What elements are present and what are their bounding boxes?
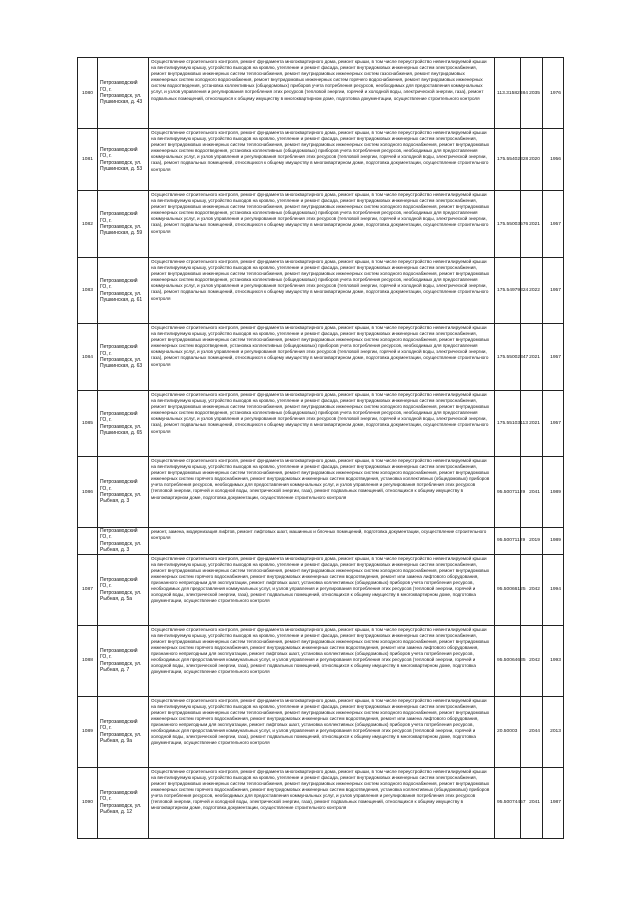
row-works: Осуществление строительного контроля, ремонт фундамента многоквартирного дома, ремонт крыши, в том числе переустройство невентилируемой крыши на вентилируемую крышу, устройство выходов на кровлю, утепление и ремонт фасада, ремонт внутридомовых инженерных систем электроснабжения, ремонт внутридомовых инженерных систем теплоснабжения, ремонт внутридомовых инженерных систем холодного водоснабжения, ремонт внутридомовых инженерных систем водоотведения, установка коллективных (общедомовых) приборов учета потребления ресурсов, необходимых для предоставления коммунальных услуг, и узлов управления и регулирования потребления этих ресурсов (тепловой энергии, горячей и холодной воды, электрической энергии, газа), ремонт подвальных помещений, относящихся к общему имуществу в многоквартирном доме, подготовка документации, осуществление строительного контроля — [149, 258, 495, 324]
row-cost: 113.31582884 — [495, 58, 521, 129]
row-address: Петрозаводский ГО, г. Петрозаводск, ул. Рыбная, д. 9а — [98, 696, 149, 767]
row-address: Петрозаводский ГО, г. Петрозаводск, ул. Рыбная, д. 3 — [98, 457, 149, 528]
table-row — [78, 767, 564, 838]
row-works: Осуществление строительного контроля, ремонт фундамента многоквартирного дома, ремонт крыши, в том числе переустройство невентилируемой крыши на вентилируемую крышу, устройство выходов на кровлю, утепление и ремонт фасада, ремонт внутридомовых инженерных систем электроснабжения, ремонт внутридомовых инженерных систем теплоснабжения, ремонт внутридомовых инженерных систем холодного водоснабжения, ремонт внутридомовых инженерных систем горячего водоснабжения, ремонт внутридомовых инженерных систем водоотведения, установка коллективных (общедомовых) приборов учета потребления ресурсов, необходимых для предоставления коммунальных услуг, и узлов управления и регулирования потребления этих ресурсов (тепловой энергии, горячей и холодной воды, электрической энергии, газа), ремонт подвальных помещений, относящихся к общему имуществу в многоквартирном доме, подготовка документации, осуществление строительного контроля — [149, 767, 495, 838]
row-works: Осуществление строительного контроля, ремонт фундамента многоквартирного дома, ремонт крыши, в том числе переустройство невентилируемой крыши на вентилируемую крышу, устройство выходов на кровлю, утепление и ремонт фасада, ремонт внутридомовых инженерных систем электроснабжения, ремонт внутридомовых инженерных систем теплоснабжения, ремонт внутридомовых инженерных систем газоснабжения, ремонт внутридомовых инженерных систем холодного водоснабжения, ремонт внутридомовых инженерных систем горячего водоснабжения, ремонт внутридомовых инженерных систем водоотведения, установка коллективных (общедомовых) приборов учета потребления ресурсов, необходимых для предоставления коммунальных услуг, и узлов управления и регулирования потребления этих ресурсов (тепловой энергии, горячей и холодной воды, электрической энергии, газа), ремонт подвальных помещений, относящихся к общему имуществу в многоквартирном доме, подготовка документации, осуществление строительного контроля — [149, 58, 495, 129]
table-row — [78, 457, 564, 528]
row-works: Осуществление строительного контроля, ремонт фундамента многоквартирного дома, ремонт крыши, в том числе переустройство невентилируемой крыши на вентилируемую крышу, устройство выходов на кровлю, утепление и ремонт фасада, ремонт внутридомовых инженерных систем электроснабжения, ремонт внутридомовых инженерных систем теплоснабжения, ремонт внутридомовых инженерных систем холодного водоснабжения, ремонт внутридомовых инженерных систем горячего водоснабжения, ремонт внутридомовых инженерных систем водоотведения, установка коллективных (общедомовых) приборов учета потребления ресурсов, необходимых для предоставления коммунальных услуг, и узлов управления и регулирования потребления этих ресурсов (тепловой энергии, горячей и холодной воды, электрической энергии, газа), ремонт подвальных помещений, относящихся к общему имуществу в многоквартирном доме, подготовка документации, осуществление строительного контроля — [149, 457, 495, 528]
row-year-built: 1957 — [543, 391, 564, 457]
row-works: Осуществление строительного контроля, ремонт фундамента многоквартирного дома, ремонт крыши, в том числе переустройство невентилируемой крыши на вентилируемую крышу, устройство выходов на кровлю, утепление и ремонт фасада, ремонт внутридомовых инженерных систем электроснабжения, ремонт внутридомовых инженерных систем теплоснабжения, ремонт внутридомовых инженерных систем холодного водоснабжения, ремонт внутридомовых инженерных систем горячего водоснабжения, ремонт внутридомовых инженерных систем водоотведения, ремонт или замена лифтового оборудования, признанного непригодным для эксплуатации, ремонт лифтовых шахт, установка коллективных (общедомовых) приборов учета потребления ресурсов, необходимых для предоставления коммунальных услуг, и узлов управления и регулирования потребления этих ресурсов (тепловой энергии, горячей и холодной воды, электрической энергии, газа), ремонт подвальных помещений, относящихся к общему имуществу в многоквартирном доме, подготовка документации, осуществление строительного контроля — [149, 625, 495, 696]
row-year-built: 1987 — [543, 767, 564, 838]
row-year-built: 1957 — [543, 258, 564, 324]
row-year-built: 1976 — [543, 58, 564, 129]
row-year-built: 1993 — [543, 625, 564, 696]
row-year-planned: 2041 — [521, 457, 543, 528]
row-year-built: 1957 — [543, 324, 564, 391]
row-works: Осуществление строительного контроля, ремонт фундамента многоквартирного дома, ремонт крыши, в том числе переустройство невентилируемой крыши на вентилируемую крышу, устройство выходов на кровлю, утепление и ремонт фасада, ремонт внутридомовых инженерных систем электроснабжения, ремонт внутридомовых инженерных систем теплоснабжения, ремонт внутридомовых инженерных систем холодного водоснабжения, ремонт внутридомовых инженерных систем водоотведения, установка коллективных (общедомовых) приборов учета потребления ресурсов, необходимых для предоставления коммунальных услуг, и узлов управления и регулирования потребления этих ресурсов (тепловой энергии, горячей и холодной воды, электрической энергии, газа), ремонт подвальных помещений, относящихся к общему имуществу в многоквартирном доме, подготовка документации, осуществление строительного контроля — [149, 324, 495, 391]
row-works: ремонт, замена, модернизация лифтов, ремонт лифтовых шахт, машинных и блочных помещений, подготовка документации, осуществление строительного контроля — [149, 528, 495, 555]
row-cost: 175.55402328 — [495, 129, 521, 191]
row-number: 1090 — [78, 767, 98, 838]
table-row — [78, 554, 564, 625]
row-address: Петрозаводский ГО, г. Петрозаводск, ул. Рыбная, д. 12 — [98, 767, 149, 838]
table-row — [78, 528, 564, 555]
row-works: Осуществление строительного контроля, ремонт фундамента многоквартирного дома, ремонт крыши, в том числе переустройство невентилируемой крыши на вентилируемую крышу, устройство выходов на кровлю, утепление и ремонт фасада, ремонт внутридомовых инженерных систем электроснабжения, ремонт внутридомовых инженерных систем теплоснабжения, ремонт внутридомовых инженерных систем холодного водоснабжения, ремонт внутридомовых инженерных систем водоотведения, установка коллективных (общедомовых) приборов учета потребления ресурсов, необходимых для предоставления коммунальных услуг, и узлов управления и регулирования потребления этих ресурсов (тепловой энергии, горячей и холодной воды, электрической энергии, газа), ремонт подвальных помещений, относящихся к общему имуществу в многоквартирном доме, подготовка документации, осуществление строительного контроля — [149, 191, 495, 258]
row-address: Петрозаводский ГО, г. Петрозаводск, ул. Пушкинская, д. 63 — [98, 324, 149, 391]
row-address: Петрозаводский ГО, г. Петрозаводск, ул. Рыбная, д. 3 — [98, 528, 149, 555]
row-cost: 175.54979324 — [495, 258, 521, 324]
row-year-planned: 2022 — [521, 258, 543, 324]
row-number: 1085 — [78, 391, 98, 457]
row-cost: 95.50071129 — [495, 528, 521, 555]
row-number: 1087 — [78, 554, 98, 625]
table-row — [78, 391, 564, 457]
row-cost: 175.55002347 — [495, 324, 521, 391]
row-cost: 95.50066125 — [495, 554, 521, 625]
row-number: 1088 — [78, 625, 98, 696]
row-number: 1086 — [78, 457, 98, 528]
row-number: 1081 — [78, 129, 98, 191]
table-row — [78, 324, 564, 391]
row-year-planned: 2021 — [521, 391, 543, 457]
row-year-planned: 2044 — [521, 696, 543, 767]
row-works: Осуществление строительного контроля, ремонт фундамента многоквартирного дома, ремонт крыши, в том числе переустройство невентилируемой крыши на вентилируемую крышу, устройство выходов на кровлю, утепление и ремонт фасада, ремонт внутридомовых инженерных систем электроснабжения, ремонт внутридомовых инженерных систем теплоснабжения, ремонт внутридомовых инженерных систем холодного водоснабжения, ремонт внутридомовых инженерных систем водоотведения, установка коллективных (общедомовых) приборов учета потребления ресурсов, необходимых для предоставления коммунальных услуг, и узлов управления и регулирования потребления этих ресурсов (тепловой энергии, горячей и холодной воды, электрической энергии, газа), ремонт подвальных помещений, относящихся к общему имуществу в многоквартирном доме, подготовка документации, осуществление строительного контроля — [149, 129, 495, 191]
table-row — [78, 696, 564, 767]
row-year-planned: 2042 — [521, 554, 543, 625]
row-cost: 95.50064635 — [495, 625, 521, 696]
row-year-built: 1957 — [543, 191, 564, 258]
row-address: Петрозаводский ГО, г. Петрозаводск, ул. Рыбная, д. 5а — [98, 554, 149, 625]
table-row — [78, 258, 564, 324]
row-year-built: 1989 — [543, 528, 564, 555]
row-number: 1084 — [78, 324, 98, 391]
repair-program-table — [77, 57, 564, 839]
row-address: Петрозаводский ГО, г. Петрозаводск, ул. Пушкинская, д. 61 — [98, 258, 149, 324]
row-works: Осуществление строительного контроля, ремонт фундамента многоквартирного дома, ремонт крыши, в том числе переустройство невентилируемой крыши на вентилируемую крышу, устройство выходов на кровлю, утепление и ремонт фасада, ремонт внутридомовых инженерных систем электроснабжения, ремонт внутридомовых инженерных систем теплоснабжения, ремонт внутридомовых инженерных систем холодного водоснабжения, ремонт внутридомовых инженерных систем водоотведения, установка коллективных (общедомовых) приборов учета потребления ресурсов, необходимых для предоставления коммунальных услуг, и узлов управления и регулирования потребления этих ресурсов (тепловой энергии, горячей и холодной воды, электрической энергии, газа), ремонт подвальных помещений, относящихся к общему имуществу в многоквартирном доме, подготовка документации, осуществление строительного контроля — [149, 391, 495, 457]
row-year-planned: 2042 — [521, 625, 543, 696]
table-row — [78, 625, 564, 696]
row-works: Осуществление строительного контроля, ремонт фундамента многоквартирного дома, ремонт крыши, в том числе переустройство невентилируемой крыши на вентилируемую крышу, устройство выходов на кровлю, утепление и ремонт фасада, ремонт внутридомовых инженерных систем электроснабжения, ремонт внутридомовых инженерных систем теплоснабжения, ремонт внутридомовых инженерных систем холодного водоснабжения, ремонт внутридомовых инженерных систем горячего водоснабжения, ремонт внутридомовых инженерных систем водоотведения, ремонт или замена лифтового оборудования, признанного непригодным для эксплуатации, ремонт лифтовых шахт, установка коллективных (общедомовых) приборов учета потребления ресурсов, необходимых для предоставления коммунальных услуг, и узлов управления и регулирования потребления этих ресурсов (тепловой энергии, горячей и холодной воды, электрической энергии, газа), ремонт подвальных помещений, относящихся к общему имуществу в многоквартирном доме, подготовка документации, осуществление строительного контроля — [149, 696, 495, 767]
row-cost: 95.50071129 — [495, 457, 521, 528]
table-row — [78, 191, 564, 258]
row-address: Петрозаводский ГО, г. Петрозаводск, ул. Пушкинская, д. 53 — [98, 129, 149, 191]
row-year-planned: 2020 — [521, 129, 543, 191]
row-cost: 20.50003 — [495, 696, 521, 767]
row-year-planned: 2041 — [521, 767, 543, 838]
row-number: 1083 — [78, 258, 98, 324]
row-year-planned: 2021 — [521, 324, 543, 391]
row-cost: 95.50074457 — [495, 767, 521, 838]
row-number: 1082 — [78, 191, 98, 258]
row-address: Петрозаводский ГО, г. Петрозаводск, ул. Пушкинская, д. 59 — [98, 191, 149, 258]
row-year-planned: 2021 — [521, 191, 543, 258]
row-year-built: 2013 — [543, 696, 564, 767]
row-year-built: 1989 — [543, 457, 564, 528]
row-cost: 175.55003576 — [495, 191, 521, 258]
table-row — [78, 129, 564, 191]
row-number — [78, 528, 98, 555]
row-number: 1089 — [78, 696, 98, 767]
table-row — [78, 58, 564, 129]
table-body — [78, 58, 564, 839]
row-number: 1080 — [78, 58, 98, 129]
row-cost: 175.55103113 — [495, 391, 521, 457]
row-works: Осуществление строительного контроля, ремонт фундамента многоквартирного дома, ремонт крыши, в том числе переустройство невентилируемой крыши на вентилируемую крышу, устройство выходов на кровлю, утепление и ремонт фасада, ремонт внутридомовых инженерных систем электроснабжения, ремонт внутридомовых инженерных систем теплоснабжения, ремонт внутридомовых инженерных систем холодного водоснабжения, ремонт внутридомовых инженерных систем горячего водоснабжения, ремонт внутридомовых инженерных систем водоотведения, ремонт или замена лифтового оборудования, признанного непригодным для эксплуатации, ремонт лифтовых шахт, установка коллективных (общедомовых) приборов учета потребления ресурсов, необходимых для предоставления коммунальных услуг, и узлов управления и регулирования потребления этих ресурсов (тепловой энергии, горячей и холодной воды, электрической энергии, газа), ремонт подвальных помещений, относящихся к общему имуществу в многоквартирном доме, подготовка документации, осуществление строительного контроля — [149, 554, 495, 625]
row-year-planned: 2019 — [521, 528, 543, 555]
row-address: Петрозаводский ГО, г. Петрозаводск, ул. Пушкинская, д. 65 — [98, 391, 149, 457]
row-year-built: 1956 — [543, 129, 564, 191]
row-address: Петрозаводский ГО, г. Петрозаводск, ул. Пушкинская, д. 43 — [98, 58, 149, 129]
row-year-built: 1994 — [543, 554, 564, 625]
row-year-planned: 2035 — [521, 58, 543, 129]
row-address: Петрозаводский ГО, г. Петрозаводск, ул. Рыбная, д. 7 — [98, 625, 149, 696]
